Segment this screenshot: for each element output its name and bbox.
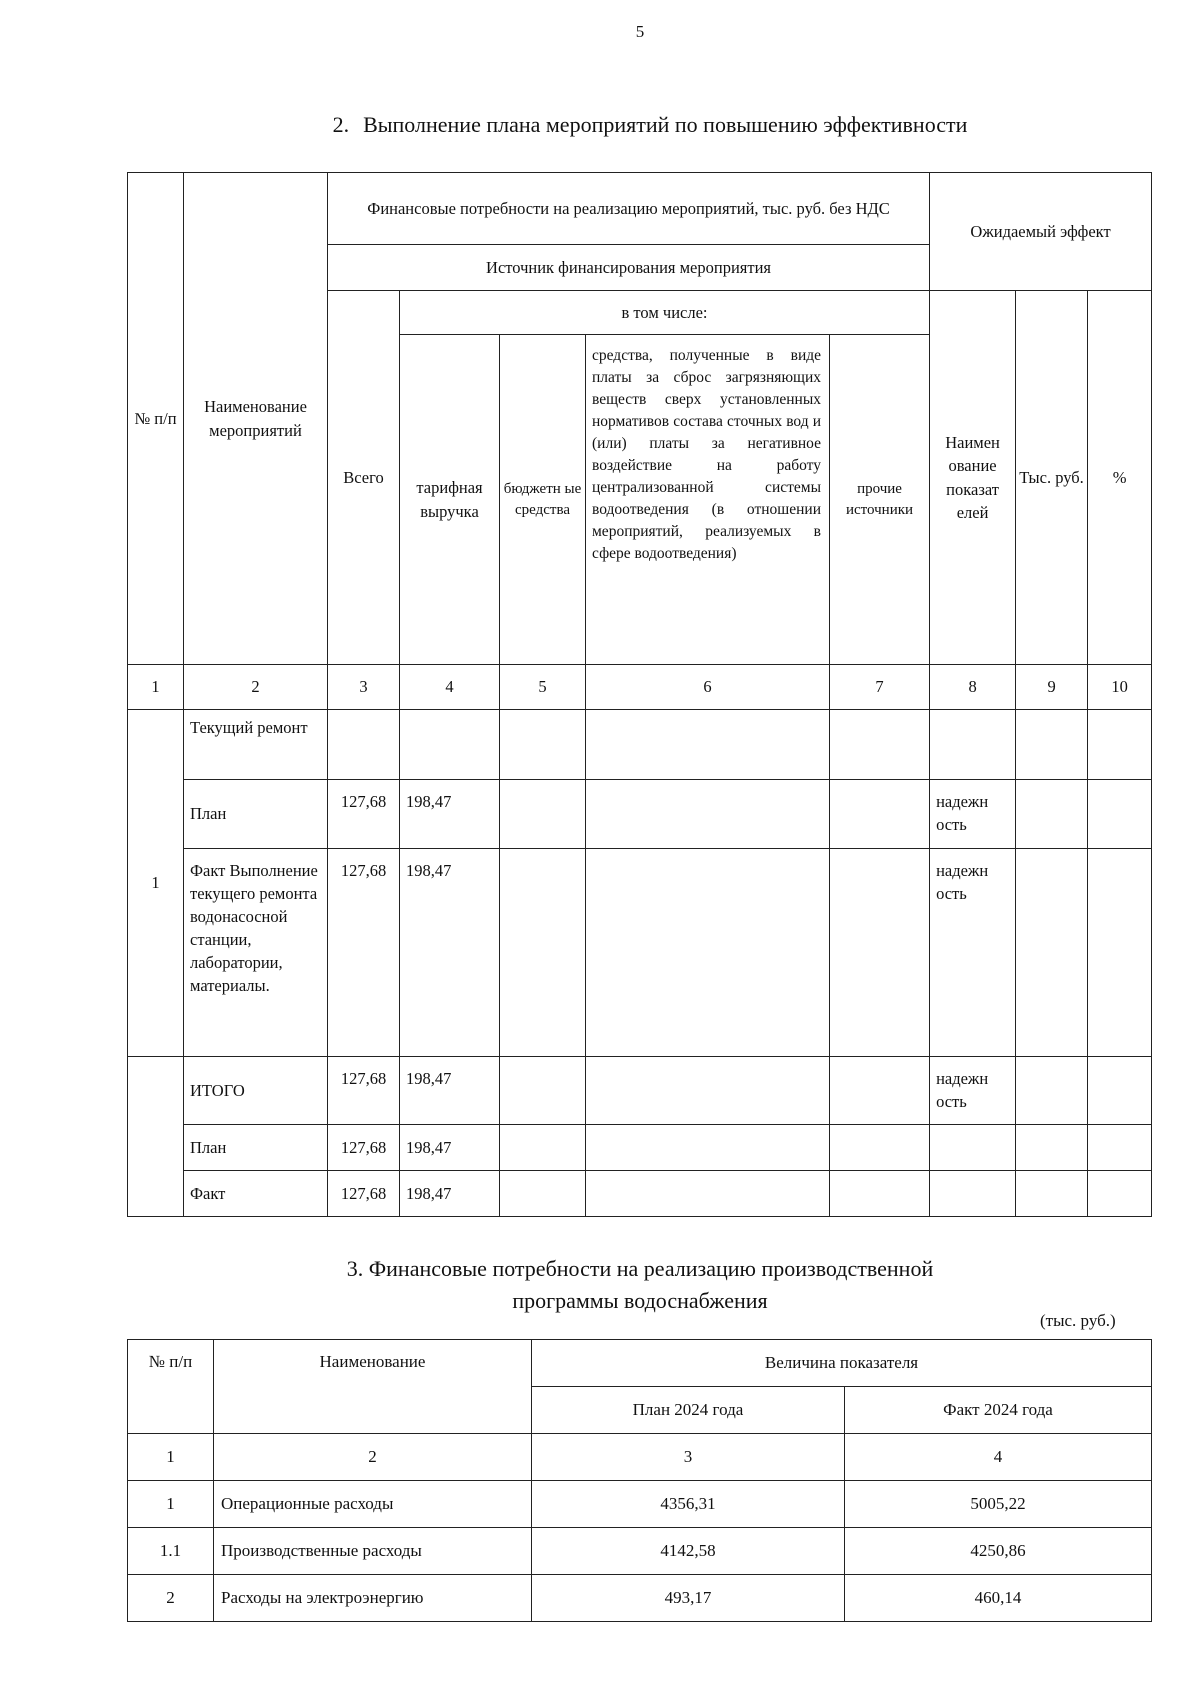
- column-number: 3: [328, 665, 400, 710]
- row-tariff: 198,47: [400, 1125, 500, 1171]
- table-row: [128, 849, 1152, 1057]
- units-label: (тыс. руб.): [1040, 1311, 1116, 1330]
- row-number: 1.1: [128, 1528, 214, 1575]
- section-2-title: [0, 112, 1200, 138]
- row-name: Расходы на электроэнергию: [214, 1575, 532, 1622]
- row-plan: 4356,31: [532, 1481, 845, 1528]
- header-fact: Факт 2024 года: [845, 1387, 1152, 1434]
- column-number: 7: [830, 665, 930, 710]
- column-number: 1: [128, 665, 184, 710]
- header-effect: Ожидаемый эффект: [930, 173, 1152, 291]
- table-row: [128, 1481, 1152, 1528]
- header-percent: %: [1088, 291, 1152, 665]
- row-name: Факт Выполнение текущего ремонта водонасосной станции, лаборатории, материалы.: [184, 849, 328, 1057]
- row-tariff: 198,47: [400, 780, 500, 849]
- table-row: [128, 1057, 1152, 1125]
- column-number: 2: [184, 665, 328, 710]
- column-number: 5: [500, 665, 586, 710]
- column-number: 9: [1016, 665, 1088, 710]
- header-financial: Финансовые потребности на реализацию мероприятий, тыс. руб. без НДС: [328, 173, 930, 245]
- row-tariff: 198,47: [400, 1171, 500, 1217]
- row-indicator: [930, 1171, 1016, 1217]
- row-name: Операционные расходы: [214, 1481, 532, 1528]
- section-2-number: 2.: [332, 112, 350, 137]
- header-no: № п/п: [128, 173, 184, 665]
- header-source: Источник финансирования мероприятия: [328, 245, 930, 291]
- section-3-title-line1: 3. Финансовые потребности на реализацию производственной: [346, 1256, 934, 1281]
- row-tariff: 198,47: [400, 1057, 500, 1125]
- header-total: Всего: [328, 291, 400, 665]
- row-total: 127,68: [328, 780, 400, 849]
- section-3-title-line2: программы водоснабжения: [512, 1288, 768, 1313]
- header-budget: бюджетн ые средства: [500, 335, 586, 665]
- header-no: № п/п: [128, 1340, 214, 1434]
- page-number: 5: [635, 22, 645, 41]
- row-tariff: [400, 710, 500, 780]
- column-number: 8: [930, 665, 1016, 710]
- column-number: 6: [586, 665, 830, 710]
- header-including: в том числе:: [400, 291, 930, 335]
- column-number: 2: [214, 1434, 532, 1481]
- column-number: 1: [128, 1434, 214, 1481]
- row-number: [128, 1057, 184, 1217]
- row-indicator: надежн ость: [930, 780, 1016, 849]
- row-total: [328, 710, 400, 780]
- row-name: Производственные расходы: [214, 1528, 532, 1575]
- header-wastewater: средства, полученные в виде платы за сброс загрязняющих веществ сверх установленных нормативов состава сточных вод и (или) платы за негативное воздействие на работу централизованной системы водоотведения (в отношении мероприятий, реализуемых в сфере водоотведения): [586, 335, 830, 665]
- header-plan: План 2024 года: [532, 1387, 845, 1434]
- table-row: [128, 1575, 1152, 1622]
- group-number: 1: [128, 710, 184, 1057]
- row-fact: 5005,22: [845, 1481, 1152, 1528]
- row-name: ИТОГО: [184, 1057, 328, 1125]
- header-indicator: Наимен ование показат елей: [930, 291, 1016, 665]
- row-total: 127,68: [328, 1171, 400, 1217]
- row-indicator: [930, 1125, 1016, 1171]
- header-tariff: тарифная выручка: [400, 335, 500, 665]
- section-3-title: [0, 1253, 1200, 1317]
- water-supply-finance-table: [127, 1339, 1152, 1622]
- row-tariff: 198,47: [400, 849, 500, 1057]
- header-other: прочие источники: [830, 335, 930, 665]
- row-number: 1: [128, 1481, 214, 1528]
- column-number: 3: [532, 1434, 845, 1481]
- row-total: 127,68: [328, 849, 400, 1057]
- row-indicator: [930, 710, 1016, 780]
- section-2-title-text: Выполнение плана мероприятий по повышению эффективности: [363, 112, 968, 137]
- row-total: 127,68: [328, 1057, 400, 1125]
- table-row: [128, 780, 1152, 849]
- column-number: 4: [400, 665, 500, 710]
- row-name: Факт: [184, 1171, 328, 1217]
- column-number: 4: [845, 1434, 1152, 1481]
- column-number: 10: [1088, 665, 1152, 710]
- table-row: [128, 710, 1152, 780]
- efficiency-plan-table: [127, 172, 1152, 1217]
- header-name: Наименование: [214, 1340, 532, 1434]
- row-fact: 4250,86: [845, 1528, 1152, 1575]
- table-row: [128, 1528, 1152, 1575]
- row-indicator: надежн ость: [930, 849, 1016, 1057]
- row-name: Текущий ремонт: [184, 710, 328, 780]
- header-name: Наименование мероприятий: [184, 173, 328, 665]
- header-value: Величина показателя: [532, 1340, 1152, 1387]
- row-plan: 4142,58: [532, 1528, 845, 1575]
- table-row: [128, 1125, 1152, 1171]
- header-thous: Тыс. руб.: [1016, 291, 1088, 665]
- row-fact: 460,14: [845, 1575, 1152, 1622]
- row-name: План: [184, 1125, 328, 1171]
- row-number: 2: [128, 1575, 214, 1622]
- row-name: План: [184, 780, 328, 849]
- row-indicator: надежн ость: [930, 1057, 1016, 1125]
- row-plan: 493,17: [532, 1575, 845, 1622]
- table-row: [128, 1171, 1152, 1217]
- row-total: 127,68: [328, 1125, 400, 1171]
